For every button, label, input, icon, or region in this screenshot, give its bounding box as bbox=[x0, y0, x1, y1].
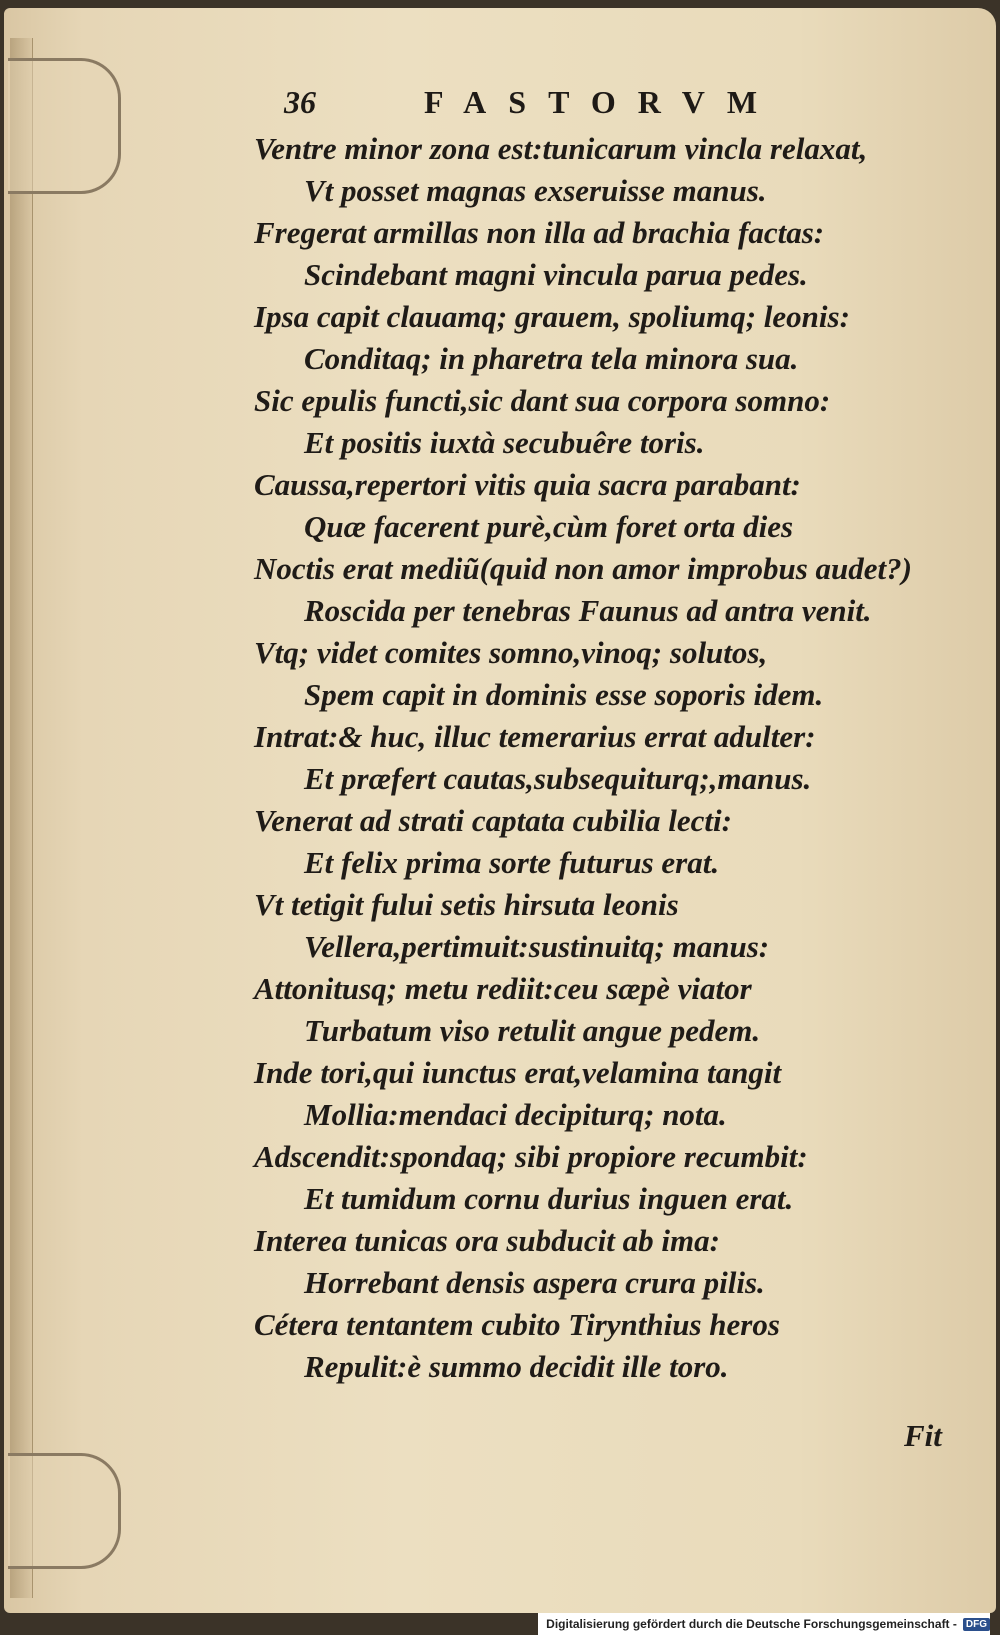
verse-line: Repulit:è summo decidit ille toro. bbox=[304, 1349, 729, 1384]
page-edge-strip bbox=[10, 38, 33, 1598]
verse-line: Et præfert cautas,subsequiturq;,manus. bbox=[304, 761, 812, 796]
page-header bbox=[284, 84, 804, 124]
verse-line: Intrat:& huc, illuc temerarius errat adulter: bbox=[254, 719, 816, 754]
dfg-logo: DFG bbox=[963, 1618, 990, 1631]
page-number: 36 bbox=[284, 84, 316, 120]
verse-line: Ventre minor zona est:tunicarum vincla relaxat, bbox=[254, 131, 868, 166]
verse-line: Adscendit:spondaq; sibi propiore recumbit: bbox=[254, 1139, 808, 1174]
footer-credit: Digitalisierung gefördert durch die Deutsche Forschungsgemeinschaft - bbox=[546, 1617, 957, 1631]
verse-line: Fregerat armillas non illa ad brachia factas: bbox=[254, 215, 825, 250]
verse-line: Mollia:mendaci decipiturq; nota. bbox=[304, 1097, 727, 1132]
book-page bbox=[4, 8, 996, 1613]
verse-line: Ipsa capit clauamq; grauem, spoliumq; leonis: bbox=[254, 299, 850, 334]
verse-line: Vt tetigit fului setis hirsuta leonis bbox=[254, 887, 679, 922]
verse-line: Vt posset magnas exseruisse manus. bbox=[304, 173, 767, 208]
verse-line: Et positis iuxtà secubuêre toris. bbox=[304, 425, 705, 460]
digitization-footer bbox=[538, 1613, 990, 1635]
page-clip-top bbox=[8, 58, 121, 194]
verse-line: Scindebant magni vincula parua pedes. bbox=[304, 257, 808, 292]
verse-line: Et tumidum cornu durius inguen erat. bbox=[304, 1181, 794, 1216]
verse-line: Noctis erat mediũ(quid non amor improbus audet?) bbox=[254, 551, 912, 586]
verse-line: Quæ facerent purè,cùm foret orta dies bbox=[304, 509, 794, 544]
verse-line: Spem capit in dominis esse soporis idem. bbox=[304, 677, 824, 712]
verse-line: Sic epulis functi,sic dant sua corpora somno: bbox=[254, 383, 831, 418]
catchword: Fit bbox=[904, 1418, 942, 1453]
verse-line: Caussa,repertori vitis quia sacra parabant: bbox=[254, 467, 801, 502]
verse-line: Et felix prima sorte futurus erat. bbox=[304, 845, 720, 880]
verse-line: Interea tunicas ora subducit ab ima: bbox=[254, 1223, 720, 1258]
page-clip-bottom bbox=[8, 1453, 121, 1569]
verse-line: Inde tori,qui iunctus erat,velamina tangit bbox=[254, 1055, 782, 1090]
verse-line: Vellera,pertimuit:sustinuitq; manus: bbox=[304, 929, 770, 964]
verse-line: Turbatum viso retulit angue pedem. bbox=[304, 1013, 761, 1048]
verse-line: Attonitusq; metu rediit:ceu sæpè viator bbox=[254, 971, 752, 1006]
verse-line: Conditaq; in pharetra tela minora sua. bbox=[304, 341, 799, 376]
verse-line: Horrebant densis aspera crura pilis. bbox=[304, 1265, 765, 1300]
verse-line: Vtq; videt comites somno,vinoq; solutos, bbox=[254, 635, 768, 670]
verse-line: Cétera tentantem cubito Tirynthius heros bbox=[254, 1307, 780, 1342]
running-title: FASTORVM bbox=[424, 84, 780, 120]
verse-line: Venerat ad strati captata cubilia lecti: bbox=[254, 803, 732, 838]
verse-text-block bbox=[254, 128, 954, 1388]
verse-line: Roscida per tenebras Faunus ad antra venit. bbox=[304, 593, 872, 628]
